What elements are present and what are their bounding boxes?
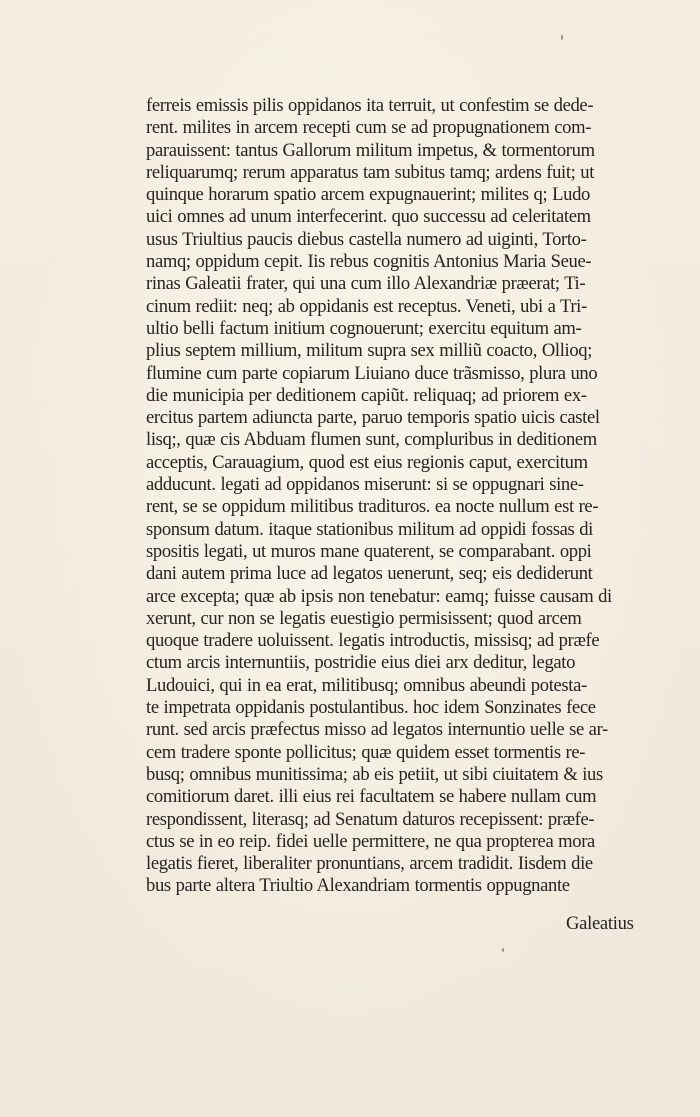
text-line: parauissent: tantus Gallorum militum impetus, & tormentorum	[146, 139, 595, 161]
text-line: legatis fieret, liberaliter pronuntians, arcem tradidit. Iisdem die	[146, 853, 593, 875]
text-line: plius septem millium, militum supra sex milliũ coacto, Ollioq;	[146, 340, 593, 362]
text-line: te impetrata oppidanis postulantibus. hoc idem Sonzinates fece	[146, 697, 596, 719]
text-line: flumine cum parte copiarum Liuiano duce trãsmisso, plura uno	[146, 362, 598, 384]
text-line: rent. milites in arcem recepti cum se ad propugnationem com-	[146, 117, 592, 139]
text-line: namq; oppidum cepit. Iis rebus cognitis Antonius Maria Seue-	[146, 251, 592, 273]
text-line: sponsum datum. itaque stationibus militum ad oppidi fossas di	[146, 518, 593, 540]
text-line: comitiorum daret. illi eius rei facultatem se habere nullam cum	[146, 786, 597, 808]
text-line: uici omnes ad unum interfecerint. quo successu ad celeritatem	[146, 206, 591, 228]
text-line: ferreis emissis pilis oppidanos ita terruit, ut confestim se dede-	[146, 95, 594, 116]
text-line: quinque horarum spatio arcem expugnauerint; milites q; Ludo	[146, 184, 590, 206]
text-line: acceptis, Carauagium, quod est eius regionis caput, exercitum	[146, 451, 588, 473]
text-line: adducunt. legati ad oppidanos miserunt: si se oppugnari sine-	[146, 474, 584, 496]
paper-speck	[561, 35, 563, 40]
paper-speck	[502, 948, 504, 952]
text-line: cinum rediit: neq; ab oppidanis est receptus. Veneti, ubi a Tri-	[146, 295, 587, 317]
text-line: Ludouici, qui in ea erat, militibusq; omnibus abeundi potesta-	[146, 674, 587, 696]
text-line: rent, se se oppidum militibus tradituros. ea nocte nullum est re-	[146, 496, 599, 518]
text-line: runt. sed arcis præfectus misso ad legatos internuntio uelle se ar-	[146, 719, 608, 741]
text-line: bus parte altera Triultio Alexandriam tormentis oppugnante	[146, 875, 570, 897]
text-line: cem tradere sponte pollicitus; quæ quidem esset tormentis re-	[146, 741, 586, 763]
text-line: reliquarumq; rerum apparatus tam subitus tamq; ardens fuit; ut	[146, 161, 595, 183]
text-line: respondissent, literasq; ad Senatum daturos recepissent: præfe-	[146, 808, 595, 830]
text-line: arce excepta; quæ ab ipsis non tenebatur: eamq; fuisse causam di	[146, 585, 612, 607]
text-line: lisq;, quæ cis Abduam flumen sunt, compluribus in deditionem	[146, 429, 597, 451]
text-line: die municipia per deditionem capiũt. reliquaq; ad priorem ex-	[146, 384, 587, 406]
text-line: busq; omnibus munitissima; ab eis petiit, ut sibi ciuitatem & ius	[146, 763, 603, 785]
text-line: ultio belli factum initium cognouerunt; exercitu equitum am-	[146, 317, 582, 339]
text-line: rinas Galeatii frater, qui una cum illo Alexandriæ præerat; Ti-	[146, 273, 586, 295]
text-line: ercitus partem adiuncta parte, paruo temporis spatio uicis castel	[146, 407, 600, 429]
text-line: ctum arcis internuntiis, postridie eius diei arx deditur, legato	[146, 652, 576, 674]
catchword: Galeatius	[566, 913, 634, 934]
text-line: usus Triultius paucis diebus castella numero ad uiginti, Torto-	[146, 228, 587, 250]
text-line: xerunt, cur non se legatis euestigio permisissent; quod arcem	[146, 607, 582, 629]
text-line: spositis legati, ut muros mane quaterent, se comparabant. oppi	[146, 540, 592, 562]
text-line: dani autem prima luce ad legatos uenerunt, seq; eis dediderunt	[146, 563, 593, 585]
body-text	[146, 95, 646, 898]
text-line: ctus se in eo reip. fidei uelle permittere, ne qua propterea mora	[146, 830, 595, 852]
text-line: quoque tradere uoluissent. legatis introductis, missisq; ad præfe	[146, 630, 600, 652]
